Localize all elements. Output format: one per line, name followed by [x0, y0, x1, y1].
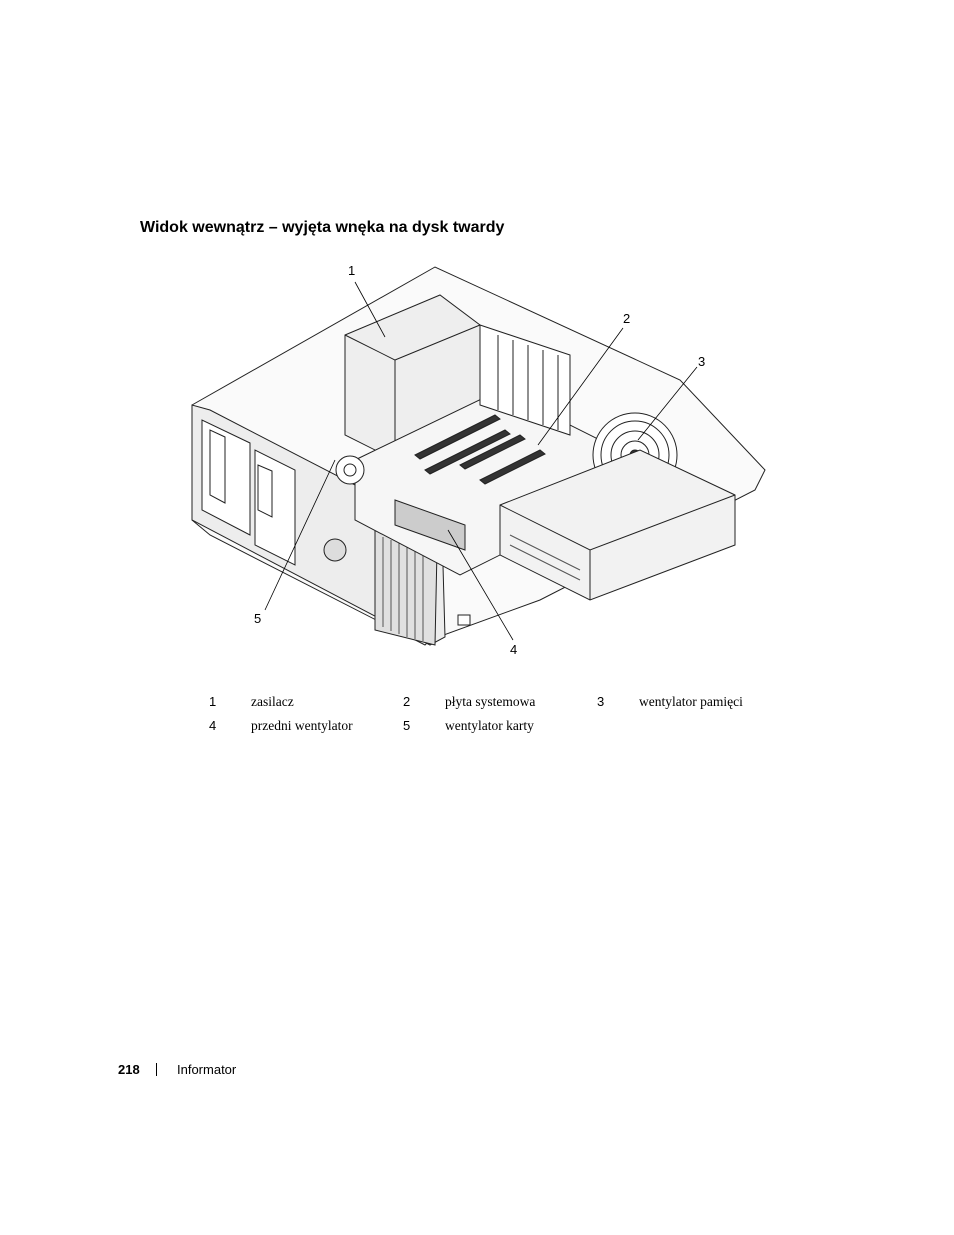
footer-section-title: Informator: [177, 1062, 237, 1077]
legend-row: [200, 718, 782, 742]
legend-label: wentylator karty: [445, 718, 534, 733]
legend-label: zasilacz: [251, 694, 294, 709]
legend-number: 3: [597, 694, 605, 709]
legend-label: przedni wentylator: [251, 718, 353, 733]
legend-number: 4: [209, 718, 217, 733]
legend-number: 2: [403, 694, 411, 709]
callout-2: 2: [623, 311, 631, 326]
callout-1: 1: [348, 263, 356, 278]
callout-3: 3: [698, 354, 706, 369]
legend-label: wentylator pamięci: [639, 694, 743, 709]
legend-number: [588, 718, 639, 742]
legend-number: 1: [209, 694, 217, 709]
legend-label: płyta systemowa: [445, 694, 536, 709]
callout-5: 5: [254, 611, 262, 626]
page-number: 218: [118, 1062, 140, 1077]
legend-label: [639, 718, 782, 742]
callout-4: 4: [510, 642, 518, 657]
section-heading: Widok wewnątrz – wyjęta wnęka na dysk twardy: [140, 219, 505, 236]
page-footer: [118, 1062, 236, 1077]
callout-legend: [200, 694, 782, 742]
footer-divider: [156, 1063, 157, 1076]
legend-number: 5: [403, 718, 411, 733]
computer-interior-illustration: [180, 255, 780, 675]
legend-row: [200, 694, 782, 718]
